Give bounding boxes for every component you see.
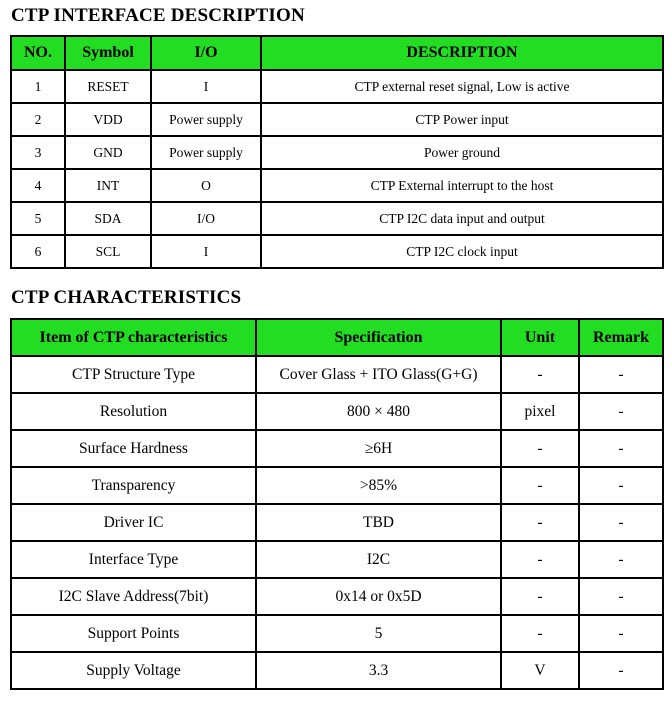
cell-io: O xyxy=(151,169,261,202)
cell-specification: I2C xyxy=(256,541,501,578)
column-header-no: NO. xyxy=(11,36,65,70)
cell-item: Driver IC xyxy=(11,504,256,541)
cell-description: CTP I2C data input and output xyxy=(261,202,663,235)
cell-unit: - xyxy=(501,615,579,652)
table-row xyxy=(11,578,663,615)
cell-no: 6 xyxy=(11,235,65,268)
cell-item: Resolution xyxy=(11,393,256,430)
cell-unit: - xyxy=(501,541,579,578)
table-row xyxy=(11,393,663,430)
table-row xyxy=(11,615,663,652)
table-row xyxy=(11,356,663,393)
table-row xyxy=(11,169,663,202)
cell-io: Power supply xyxy=(151,103,261,136)
table-row xyxy=(11,235,663,268)
cell-description: CTP I2C clock input xyxy=(261,235,663,268)
table-row xyxy=(11,467,663,504)
cell-specification: TBD xyxy=(256,504,501,541)
table-row xyxy=(11,541,663,578)
cell-description: CTP external reset signal, Low is active xyxy=(261,70,663,103)
cell-remark: - xyxy=(579,541,663,578)
table-row xyxy=(11,504,663,541)
cell-description: CTP Power input xyxy=(261,103,663,136)
cell-item: CTP Structure Type xyxy=(11,356,256,393)
interface-table xyxy=(10,35,664,269)
cell-specification: 0x14 or 0x5D xyxy=(256,578,501,615)
cell-unit: - xyxy=(501,467,579,504)
cell-io: Power supply xyxy=(151,136,261,169)
cell-specification: 800 × 480 xyxy=(256,393,501,430)
cell-item: Supply Voltage xyxy=(11,652,256,689)
table-row xyxy=(11,430,663,467)
cell-unit: - xyxy=(501,356,579,393)
column-header-specification: Specification xyxy=(256,319,501,356)
cell-item: Surface Hardness xyxy=(11,430,256,467)
column-header-remark: Remark xyxy=(579,319,663,356)
cell-no: 1 xyxy=(11,70,65,103)
cell-specification: 3.3 xyxy=(256,652,501,689)
cell-unit: - xyxy=(501,578,579,615)
cell-item: Interface Type xyxy=(11,541,256,578)
cell-remark: - xyxy=(579,652,663,689)
characteristics-table xyxy=(10,318,664,690)
cell-unit: - xyxy=(501,430,579,467)
cell-specification: 5 xyxy=(256,615,501,652)
cell-remark: - xyxy=(579,504,663,541)
cell-symbol: SCL xyxy=(65,235,151,268)
cell-io: I/O xyxy=(151,202,261,235)
table-row xyxy=(11,652,663,689)
column-header-io: I/O xyxy=(151,36,261,70)
cell-specification: Cover Glass + ITO Glass(G+G) xyxy=(256,356,501,393)
cell-io: I xyxy=(151,235,261,268)
cell-no: 2 xyxy=(11,103,65,136)
column-header-item: Item of CTP characteristics xyxy=(11,319,256,356)
cell-no: 3 xyxy=(11,136,65,169)
cell-unit: pixel xyxy=(501,393,579,430)
column-header-symbol: Symbol xyxy=(65,36,151,70)
cell-remark: - xyxy=(579,356,663,393)
cell-no: 4 xyxy=(11,169,65,202)
cell-description: Power ground xyxy=(261,136,663,169)
cell-remark: - xyxy=(579,393,663,430)
cell-symbol: INT xyxy=(65,169,151,202)
cell-symbol: VDD xyxy=(65,103,151,136)
cell-remark: - xyxy=(579,578,663,615)
cell-symbol: RESET xyxy=(65,70,151,103)
cell-remark: - xyxy=(579,430,663,467)
cell-io: I xyxy=(151,70,261,103)
cell-specification: ≥6H xyxy=(256,430,501,467)
cell-unit: V xyxy=(501,652,579,689)
cell-item: Transparency xyxy=(11,467,256,504)
characteristics-table-header-row xyxy=(11,319,663,356)
cell-unit: - xyxy=(501,504,579,541)
interface-section-title: CTP INTERFACE DESCRIPTION xyxy=(11,5,305,26)
cell-remark: - xyxy=(579,615,663,652)
cell-item: I2C Slave Address(7bit) xyxy=(11,578,256,615)
cell-specification: >85% xyxy=(256,467,501,504)
interface-table-header-row xyxy=(11,36,663,70)
column-header-description: DESCRIPTION xyxy=(261,36,663,70)
cell-symbol: SDA xyxy=(65,202,151,235)
table-row xyxy=(11,70,663,103)
column-header-unit: Unit xyxy=(501,319,579,356)
cell-item: Support Points xyxy=(11,615,256,652)
table-row xyxy=(11,202,663,235)
characteristics-section-title: CTP CHARACTERISTICS xyxy=(11,287,242,308)
table-row xyxy=(11,136,663,169)
cell-remark: - xyxy=(579,467,663,504)
cell-no: 5 xyxy=(11,202,65,235)
table-row xyxy=(11,103,663,136)
cell-symbol: GND xyxy=(65,136,151,169)
cell-description: CTP External interrupt to the host xyxy=(261,169,663,202)
